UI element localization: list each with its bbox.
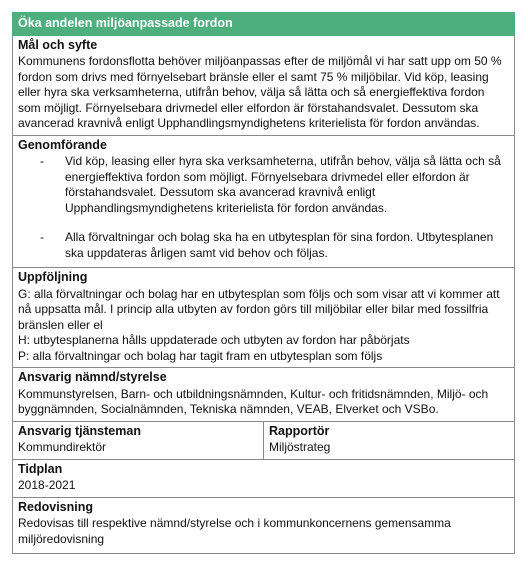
ansvar-rapport-row xyxy=(13,421,515,459)
ansvarig-namnd-cell xyxy=(13,368,515,422)
ansvarig-tjansteman-value: Kommundirektör xyxy=(18,440,107,454)
redovisning-text: Redovisas till respektive nämnd/styrelse och i kommunkoncernens gemensamma miljöredovisning xyxy=(18,516,451,546)
dash-bullet: - xyxy=(40,230,44,244)
action-plan-document xyxy=(12,12,514,554)
redovisning-cell xyxy=(13,497,515,554)
genomforande-list xyxy=(18,154,509,261)
redovisning-label: Redovisning xyxy=(18,499,94,514)
table-title: Öka andelen miljöanpassade fordon xyxy=(13,13,515,36)
uppfoljning-line-h: H: utbytesplanerna hålls uppdaterade och utbyten av fordon har påbörjats xyxy=(18,333,410,347)
tidplan-value: 2018-2021 xyxy=(18,478,76,492)
list-item-text: Vid köp, leasing eller hyra ska verksamheterna, utifrån behov, välja så lätta och så energieffektiva fordon som möjligt. Förnyelsebara drivmedel eller elfordon är förstahandsvalet. Dessutom ska avancerad kravnivå enligt Upphandlingsmyndighetens kriterielista för fordon användas. xyxy=(65,154,501,215)
ansvarig-tjansteman-label: Ansvarig tjänsteman xyxy=(18,423,141,438)
genomforande-row xyxy=(13,135,515,268)
mal-label: Mål och syfte xyxy=(18,37,98,52)
mal-row xyxy=(13,35,515,135)
rapportor-value: Miljöstrateg xyxy=(269,440,331,454)
uppfoljning-cell xyxy=(13,268,515,368)
ansvarig-namnd-label: Ansvarig nämnd/styrelse xyxy=(18,370,167,384)
uppfoljning-line-g: G: alla förvaltningar och bolag har en utbytesplan som följs och som visar att vi kommer att nå uppsatta mål. I princip alla utbyten av fordon görs till miljöbilar eller bilar med fossilfria bränslen eller el xyxy=(18,286,500,332)
dash-bullet: - xyxy=(40,154,44,168)
ansvarig-tjansteman-cell xyxy=(13,421,264,459)
ansvarig-namnd-text: Kommunstyrelsen, Barn- och utbildningsnämnden, Kultur- och fritidsnämnden, Miljö- och byggnämnden, Socialnämnden, Tekniska nämnden, VEAB, Elverket och VSBo. xyxy=(18,386,489,416)
genomforande-cell xyxy=(13,135,515,268)
list-item-text: Alla förvaltningar och bolag ska ha en utbytesplan för sina fordon. Utbytesplanen ska uppdateras årligen samt vid behov och följas. xyxy=(65,230,494,260)
list-item xyxy=(18,154,509,216)
tidplan-row xyxy=(13,459,515,497)
ansvarig-namnd-row xyxy=(13,368,515,422)
genomforande-label: Genomförande xyxy=(18,137,107,152)
uppfoljning-label: Uppföljning xyxy=(18,270,88,284)
list-item xyxy=(18,230,509,261)
mal-text: Kommunens fordonsflotta behöver miljöanpassas efter de miljömål vi har satt upp om 50 % fordon som drivs med förnyelsebart bränsle eller el samt 75 % miljöbilar. Vid köp, leasing eller hyra ska verksamheterna, utifrån behov, välja så lätta och så energieffektiva fordon som möjligt. Förnyelsebara drivmedel eller elfordon är förstahandsvalet. Dessutom ska avancerad kravnivå enligt Upphandlingsmyndighetens kriterielista för fordon användas. xyxy=(18,54,502,130)
tidplan-cell xyxy=(13,459,515,497)
uppfoljning-row xyxy=(13,268,515,368)
uppfoljning-line-p: P: alla förvaltningar och bolag har tagit fram en utbytesplan som följs xyxy=(18,348,383,363)
action-table xyxy=(12,12,515,554)
mal-cell xyxy=(13,35,515,135)
redovisning-row xyxy=(13,497,515,554)
tidplan-label: Tidplan xyxy=(18,461,63,476)
rapportor-cell xyxy=(264,421,515,459)
header-row xyxy=(13,13,515,36)
rapportor-label: Rapportör xyxy=(269,423,330,438)
